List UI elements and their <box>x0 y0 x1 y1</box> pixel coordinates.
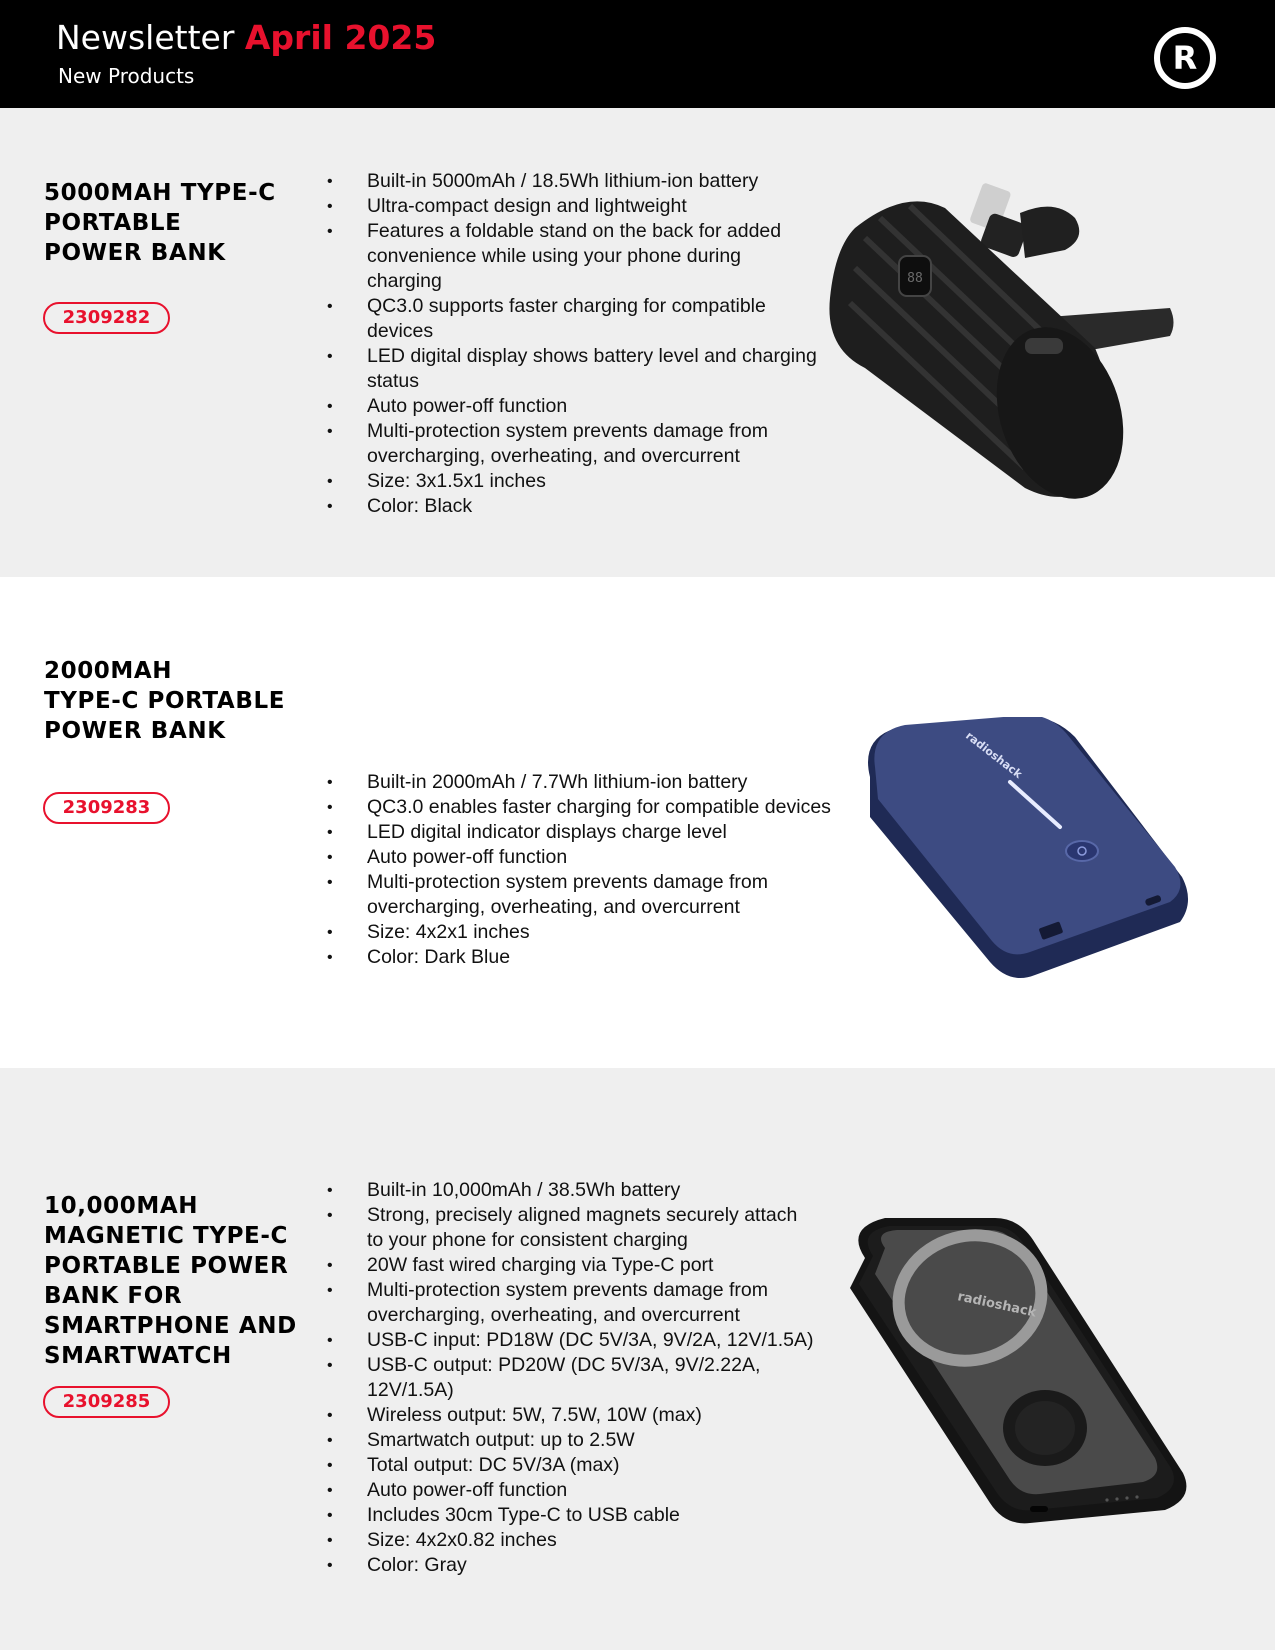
power-bank-5000-image <box>825 168 1185 518</box>
product-section-3 <box>0 1068 1275 1650</box>
newsletter-header <box>0 0 1275 108</box>
feature-item: • Color: Dark Blue <box>327 945 847 970</box>
product-title <box>44 1191 304 1371</box>
svg-text:88: 88 <box>907 271 923 286</box>
feature-item: • Size: 4x2x0.82 inches <box>327 1528 847 1553</box>
product-section-2 <box>0 577 1275 1068</box>
title-line: SMARTWATCH <box>44 1343 232 1369</box>
title-prefix: Newsletter <box>56 18 235 57</box>
title-line: MAGNETIC TYPE-C <box>44 1223 288 1249</box>
feature-item: • Wireless output: 5W, 7.5W, 10W (max) <box>327 1403 847 1428</box>
feature-item: • Multi-protection system prevents damage from overcharging, overheating, and overcurrent <box>327 870 807 920</box>
feature-list <box>327 770 847 970</box>
title-accent: April 2025 <box>244 18 437 57</box>
feature-item: • Auto power-off function <box>327 845 847 870</box>
magnetic-power-bank-image <box>845 1218 1190 1528</box>
feature-item: • Total output: DC 5V/3A (max) <box>327 1453 847 1478</box>
feature-item: • Size: 3x1.5x1 inches <box>327 469 847 494</box>
feature-item: • Size: 4x2x1 inches <box>327 920 847 945</box>
title-line: POWER BANK <box>44 718 226 744</box>
feature-item: • USB-C input: PD18W (DC 5V/3A, 9V/2A, 12V/1.5A) <box>327 1328 847 1353</box>
title-line: POWER BANK <box>44 240 226 266</box>
power-bank-2000-image <box>860 717 1195 992</box>
title-line: 2000MAH <box>44 658 173 684</box>
feature-item: • Built-in 2000mAh / 7.7Wh lithium-ion battery <box>327 770 847 795</box>
title-line: TYPE-C PORTABLE <box>44 688 286 714</box>
sku-badge: 2309282 <box>43 302 170 334</box>
feature-item: • LED digital display shows battery level and charging status <box>327 344 847 394</box>
feature-item: • Multi-protection system prevents damage from overcharging, overheating, and overcurrent <box>327 419 807 469</box>
sku-badge: 2309285 <box>43 1386 170 1418</box>
brand-mark-text: radioshack <box>963 729 1025 782</box>
feature-item: • Auto power-off function <box>327 1478 847 1503</box>
feature-list <box>327 169 847 519</box>
feature-item: • Features a foldable stand on the back for added convenience while using your phone during charging <box>327 219 807 294</box>
product-section-1 <box>0 108 1275 577</box>
title-line: 10,000MAH <box>44 1193 199 1219</box>
title-line: PORTABLE <box>44 210 182 236</box>
radioshack-logo-icon <box>1152 25 1218 91</box>
svg-text:R: R <box>1172 39 1198 77</box>
product-title <box>44 178 304 268</box>
feature-item: • QC3.0 enables faster charging for compatible devices <box>327 795 847 820</box>
newsletter-subtitle: New Products <box>58 64 195 88</box>
feature-item: • Smartwatch output: up to 2.5W <box>327 1428 847 1453</box>
feature-item: • LED digital indicator displays charge level <box>327 820 847 845</box>
title-line: SMARTPHONE AND <box>44 1313 297 1339</box>
feature-item: • QC3.0 supports faster charging for compatible devices <box>327 294 807 344</box>
feature-item: • 20W fast wired charging via Type-C port <box>327 1253 847 1278</box>
feature-item: • Multi-protection system prevents damage from overcharging, overheating, and overcurrent <box>327 1278 807 1328</box>
feature-list <box>327 1178 847 1578</box>
feature-item: • Color: Gray <box>327 1553 847 1578</box>
feature-item: • USB-C output: PD20W (DC 5V/3A, 9V/2.22A, 12V/1.5A) <box>327 1353 847 1403</box>
feature-item: • Built-in 10,000mAh / 38.5Wh battery <box>327 1178 847 1203</box>
title-line: BANK FOR <box>44 1283 183 1309</box>
feature-item: • Color: Black <box>327 494 847 519</box>
brand-mark-text: radioshack <box>956 1289 1038 1321</box>
feature-item: • Includes 30cm Type-C to USB cable <box>327 1503 847 1528</box>
title-line: 5000MAH TYPE-C <box>44 180 276 206</box>
title-line: PORTABLE POWER <box>44 1253 289 1279</box>
product-title <box>44 656 304 746</box>
feature-item: • Auto power-off function <box>327 394 847 419</box>
sku-badge: 2309283 <box>43 792 170 824</box>
newsletter-title <box>56 18 436 58</box>
feature-item: • Built-in 5000mAh / 18.5Wh lithium-ion battery <box>327 169 847 194</box>
feature-item: • Strong, precisely aligned magnets securely attach to your phone for consistent charging <box>327 1203 817 1253</box>
feature-item: • Ultra-compact design and lightweight <box>327 194 847 219</box>
